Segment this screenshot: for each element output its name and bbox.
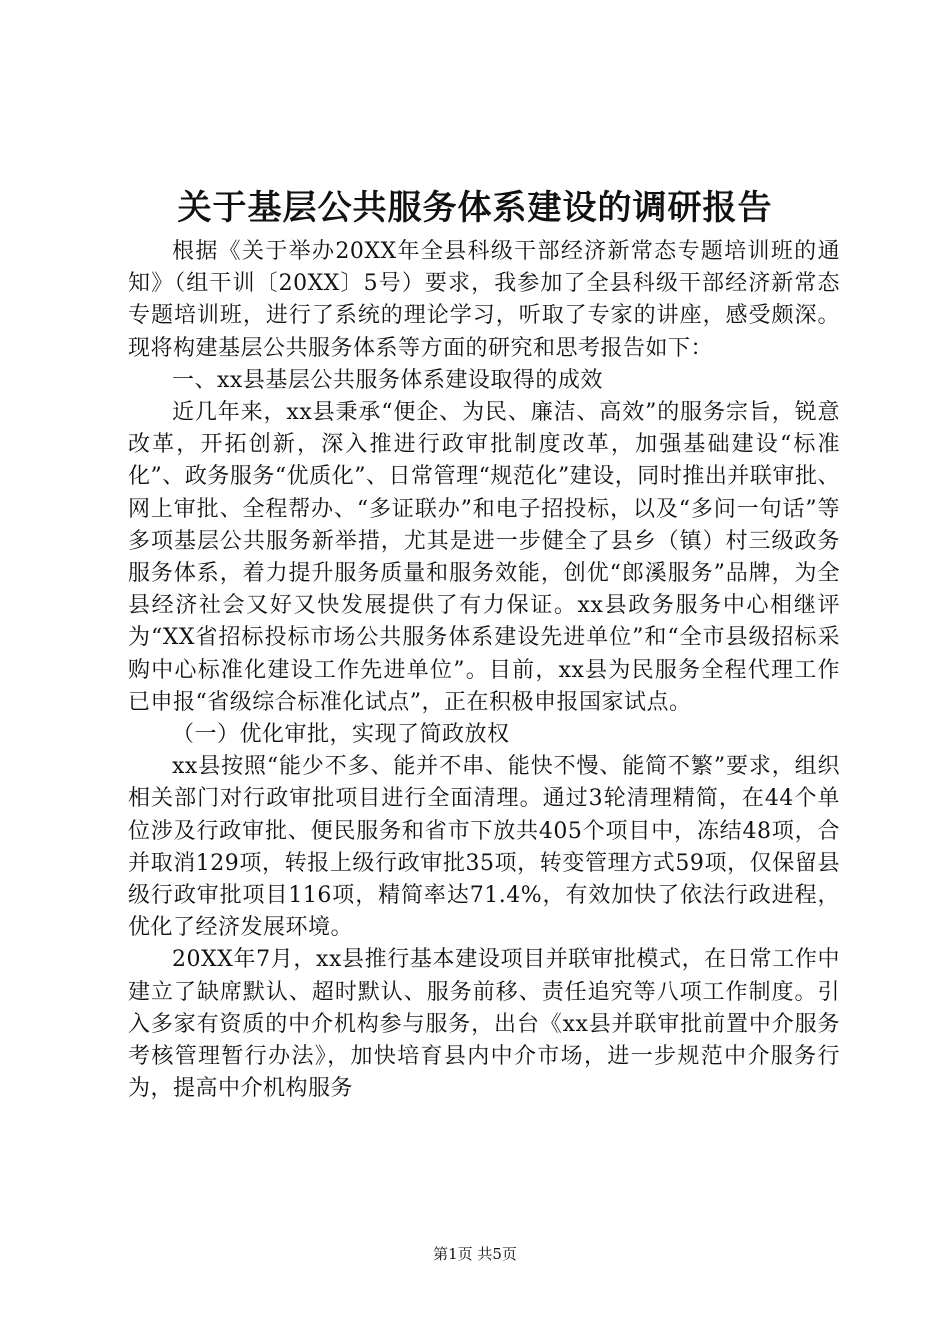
paragraph-achievements: 近几年来，xx县秉承“便企、为民、廉洁、高效”的服务宗旨，锐意改革，开拓创新，深入推进行政审批制度改革，加强基础建设“标准化”、政务服务“优质化”、日常管理“规范化”建设，同时推出并联审批、网上审批、全程帮办、“多证联办”和电子招投标，以及“多问一句话”等多项基层公共服务新举措，尤其是进一步健全了县乡（镇）村三级政务服务体系，着力提升服务质量和服务效能，创优“郎溪服务”品牌，为全县经济社会又好又快发展提供了有力保证。xx县政务服务中心相继评为“XX省招标投标市场公共服务体系建设先进单位”和“全市县级招标采购中心标准化建设工作先进单位”。目前，xx县为民服务全程代理工作已申报“省级综合标准化试点”，正在积极申报国家试点。 — [128, 400, 840, 715]
paragraph-intro: 根据《关于举办20XX年全县科级干部经济新常态专题培训班的通知》（组干训〔20XX〕5号）要求，我参加了全县科级干部经济新常态专题培训班，进行了系统的理论学习，听取了专家的讲座，感受颇深。现将构建基层公共服务体系等方面的研究和思考报告如下： — [128, 239, 840, 361]
subsection-heading-approval: （一）优化审批，实现了简政放权 — [172, 722, 510, 748]
paragraph-approval-cleanup: xx县按照“能少不多、能并不串、能快不慢、能简不繁”要求，组织相关部门对行政审批项目进行全面清理。通过3轮清理精简，在44个单位涉及行政审批、便民服务和省市下放共405个项目中，冻结48项，合并取消129项，转报上级行政审批35项，转变管理方式59项，仅保留县级行政审批项目116项，精简率达71.4%，有效加快了依法行政进程，优化了经济发展环境。 — [128, 754, 840, 941]
paragraph-parallel-approval: 20XX年7月，xx县推行基本建设项目并联审批模式，在日常工作中建立了缺席默认、超时默认、服务前移、责任追究等八项工作制度。引入多家有资质的中介机构参与服务，出台《xx县并联审批前置中介服务考核管理暂行办法》，加快培育县内中介市场，进一步规范中介服务行为，提高中介机构服务 — [128, 947, 840, 1102]
page-number-footer: 第1页 共5页 — [433, 1245, 517, 1263]
section-heading-achievements: 一、xx县基层公共服务体系建设取得的成效 — [172, 367, 603, 393]
document-body — [128, 236, 840, 1105]
document-title: 关于基层公共服务体系建设的调研报告 — [177, 188, 773, 228]
